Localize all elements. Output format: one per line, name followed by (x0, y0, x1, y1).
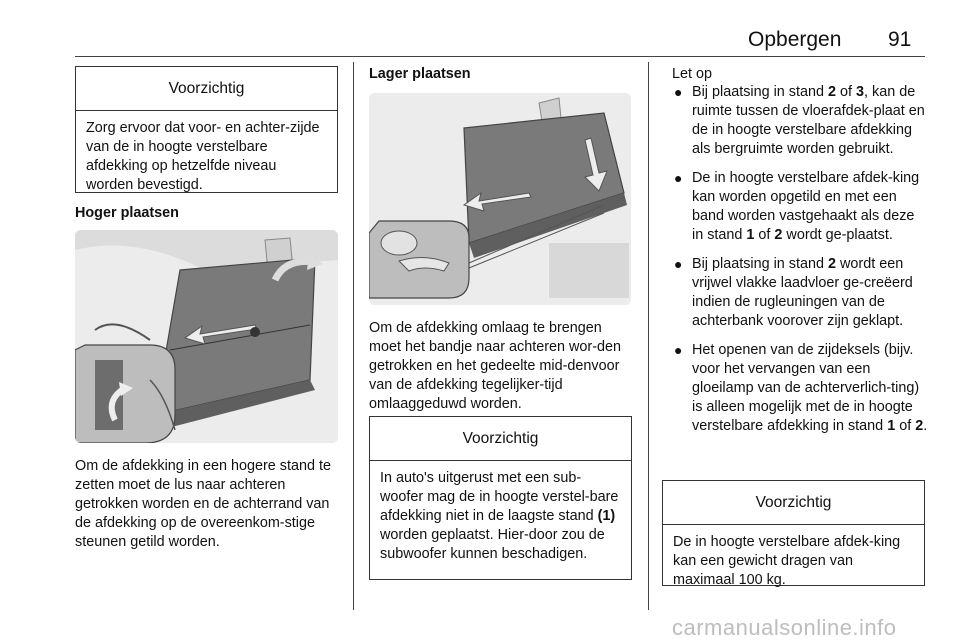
header-rule (75, 56, 925, 57)
caution-text: Zorg ervoor dat voor- en achter-zijde van de in hoogte verstelbare afdekking op hetzelfde niveau worden bevestigd. (86, 120, 320, 193)
column-divider-1 (353, 62, 354, 610)
bullet-dot-icon: ● (674, 256, 683, 272)
position-number: (1) (597, 508, 616, 524)
bullet-dot-icon: ● (674, 342, 683, 358)
caution-box-middle (369, 416, 632, 580)
bullet-text: of (754, 227, 775, 243)
caution-text-subwoofer (370, 461, 631, 572)
position-number: 2 (828, 84, 837, 100)
position-number: 2 (774, 227, 783, 243)
raise-cover-illustration (75, 230, 338, 443)
caution-box-left (75, 66, 338, 193)
bullet-dot-icon: ● (674, 170, 683, 186)
caution-box-right (662, 480, 925, 586)
note-bullet-list (672, 83, 928, 446)
section-heading-lower: Lager plaatsen (369, 66, 471, 82)
section-heading-raise: Hoger plaatsen (75, 205, 179, 221)
bullet-text: Bij plaatsing in stand (692, 84, 828, 100)
note-bullet-item (672, 255, 928, 331)
position-number: 1 (887, 418, 896, 434)
position-number: 2 (915, 418, 924, 434)
note-bullet-item (672, 169, 928, 245)
page-header-title: Opbergen (748, 28, 842, 51)
bullet-text: of (895, 418, 916, 434)
column-divider-2 (648, 62, 649, 610)
position-number: 3 (856, 84, 865, 100)
caution-title: Voorzichtig (76, 67, 337, 111)
caution-title: Voorzichtig (663, 481, 924, 525)
note-bullet-item (672, 83, 928, 159)
position-number: 2 (828, 256, 837, 272)
caution-title: Voorzichtig (370, 417, 631, 461)
caution-text-part: worden geplaatst. Hier-door zou de subwoofer kunnen beschadigen. (380, 527, 605, 562)
position-number: 1 (746, 227, 755, 243)
bullet-dot-icon: ● (674, 84, 683, 100)
caution-text: De in hoogte verstelbare afdek-king kan een gewicht dragen van maximaal 100 kg. (673, 534, 901, 588)
note-label: Let op (672, 66, 713, 82)
bullet-text: of (836, 84, 857, 100)
bullet-text: . (923, 418, 928, 434)
bullet-text: Bij plaatsing in stand (692, 256, 828, 272)
paragraph-raise: Om de afdekking in een hogere stand te zetten moet de lus naar achteren getrokken worden en de achterrand van de afdekking op de overeenkom-stige steunen getild worden. (75, 458, 332, 550)
bullet-text: Het openen van de zijdeksels (bijv. voor het vervangen van een gloeilamp van de achterverlich-ting) is alleen mogelijk met de in hoogte verstelbare afdekking in stand (692, 342, 920, 434)
paragraph-lower: Om de afdekking omlaag te brengen moet het bandje naar achteren wor-den getrokken en het gedeelte mid-denvoor van de afdekking tegelijker-tijd omlaaggeduwd worden. (369, 320, 621, 412)
figure-lower-cover (369, 93, 631, 305)
bullet-text: De in hoogte verstelbare afdek-king kan worden opgetild en met een band worden vastgehaakt als deze in stand (692, 170, 920, 243)
page-number: 91 (888, 28, 912, 51)
bullet-text: wordt een vrijwel vlakke laadvloer ge-creëerd indien de rugleuningen van de achterbank voorover zijn geklapt. (692, 256, 913, 329)
figure-raise-cover (75, 230, 338, 443)
note-bullet-item (672, 341, 928, 436)
watermark: carmanualsonline.info (672, 615, 897, 640)
caution-text-part: In auto's uitgerust met een sub-woofer mag de in hoogte verstel-bare afdekking niet in de laagste stand (380, 470, 619, 524)
bullet-text: , kan de ruimte tussen de vloerafdek-plaat en de in hoogte verstelbare afdekking als bergruimte worden gebruikt. (692, 84, 925, 157)
lower-cover-illustration (369, 93, 631, 305)
bullet-text: wordt ge-plaatst. (782, 227, 893, 243)
